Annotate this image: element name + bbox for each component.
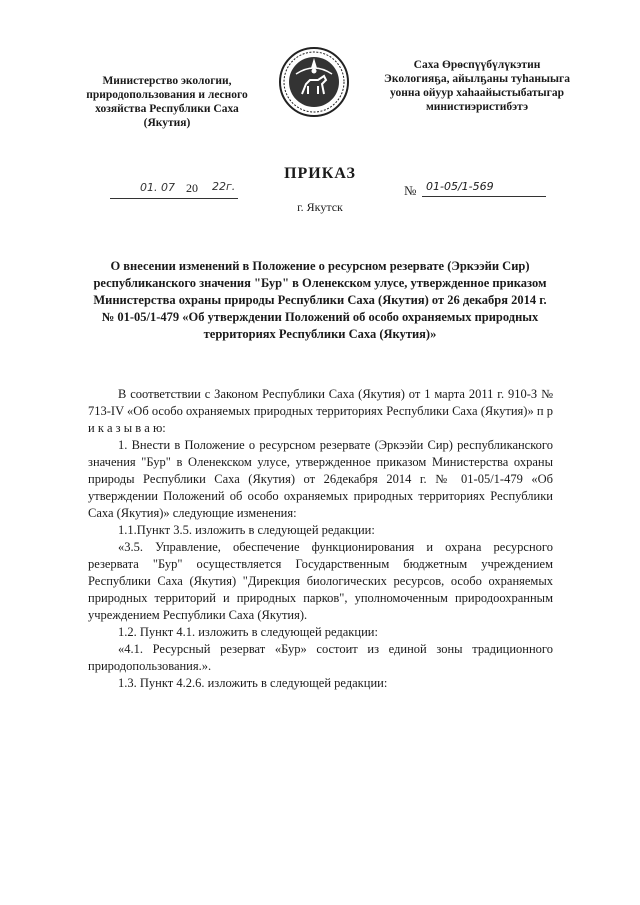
- date-year-handwritten: 22г.: [212, 180, 236, 193]
- coat-of-arms-emblem: [278, 46, 350, 118]
- ministry-name-yakut: [372, 58, 582, 114]
- paragraph-item-1: 1. Внести в Положение о ресурсном резервате (Эркээйи Сир) республиканского значения "Бур" в Оленекском улусе, утвержденное приказом Министерства охраны природы Республики Саха (Якутия) от 26декабря 2014 г. № 01-05/1-479 «Об утверждении Положений об особо охраняемых природных территориях Республики Саха (Якутия)» следующие изменения:: [88, 438, 553, 520]
- order-number-label: №: [404, 183, 417, 198]
- paragraph-clause-3-5: «3.5. Управление, обеспечение функционирования и охрана ресурсного резервата "Бур" осуществляется Государственным бюджетным учреждением Республики Саха (Якутия) "Дирекция биологических ресурсов, особо охраняемых природных территорий и природных парков", уполномоченным природоохранным учреждением Республики Саха (Якутия).: [88, 540, 553, 622]
- ministry-line: Экологияҕа, айылҕаны туһаныыга: [384, 73, 570, 85]
- order-number-value: 01-05/1-569: [422, 180, 546, 197]
- document-title: ПРИКАЗ: [284, 165, 356, 182]
- paragraph-clause-4-1: «4.1. Ресурсный резерват «Бур» состоит из единой зоны традиционного природопользования.».: [88, 642, 553, 673]
- paragraph-item-1-1: 1.1.Пункт 3.5. изложить в следующей редакции:: [118, 523, 375, 537]
- paragraph-item-1-3: 1.3. Пункт 4.2.6. изложить в следующей редакции:: [118, 676, 388, 690]
- date-year-prefix: 20: [186, 181, 198, 195]
- paragraph-item-1-2: 1.2. Пункт 4.1. изложить в следующей редакции:: [118, 625, 378, 639]
- date-handwritten: 01. 07: [140, 181, 175, 194]
- ministry-line: министиэристибэтэ: [425, 101, 529, 113]
- ministry-line: уонна ойуур хаһаайыстыбатыгар: [389, 87, 565, 99]
- paragraph-preamble: В соответствии с Законом Республики Саха (Якутия) от 1 марта 2011 г. 910-З № 713-IV «Об особо охраняемых природных территориях Республики Саха (Якутия)» п р и к а з ы в а ю:: [88, 387, 553, 435]
- ministry-line: природопользования и лесного: [86, 89, 248, 101]
- ministry-name-russian: [72, 74, 262, 130]
- order-body: [88, 386, 553, 692]
- ministry-line: Саха Өрөспүүбүлүкэтин: [413, 59, 541, 71]
- ministry-line: Министерство экологии,: [102, 75, 232, 87]
- city-name: г. Якутск: [297, 200, 343, 214]
- order-subject: О внесении изменений в Положение о ресурсном резервате (Эркээйи Сир) республиканского значения "Бур" в Оленекском улусе, утвержденное приказом Министерства охраны природы Республики Саха (Якутия) от 26 декабря 2014 г. № 01-05/1-479 «Об утверждении Положений об особо охраняемых природных территориях Республики Саха (Якутия)»: [93, 259, 547, 341]
- order-date: [110, 180, 238, 199]
- ministry-line: хозяйства Республики Саха (Якутия): [95, 103, 239, 129]
